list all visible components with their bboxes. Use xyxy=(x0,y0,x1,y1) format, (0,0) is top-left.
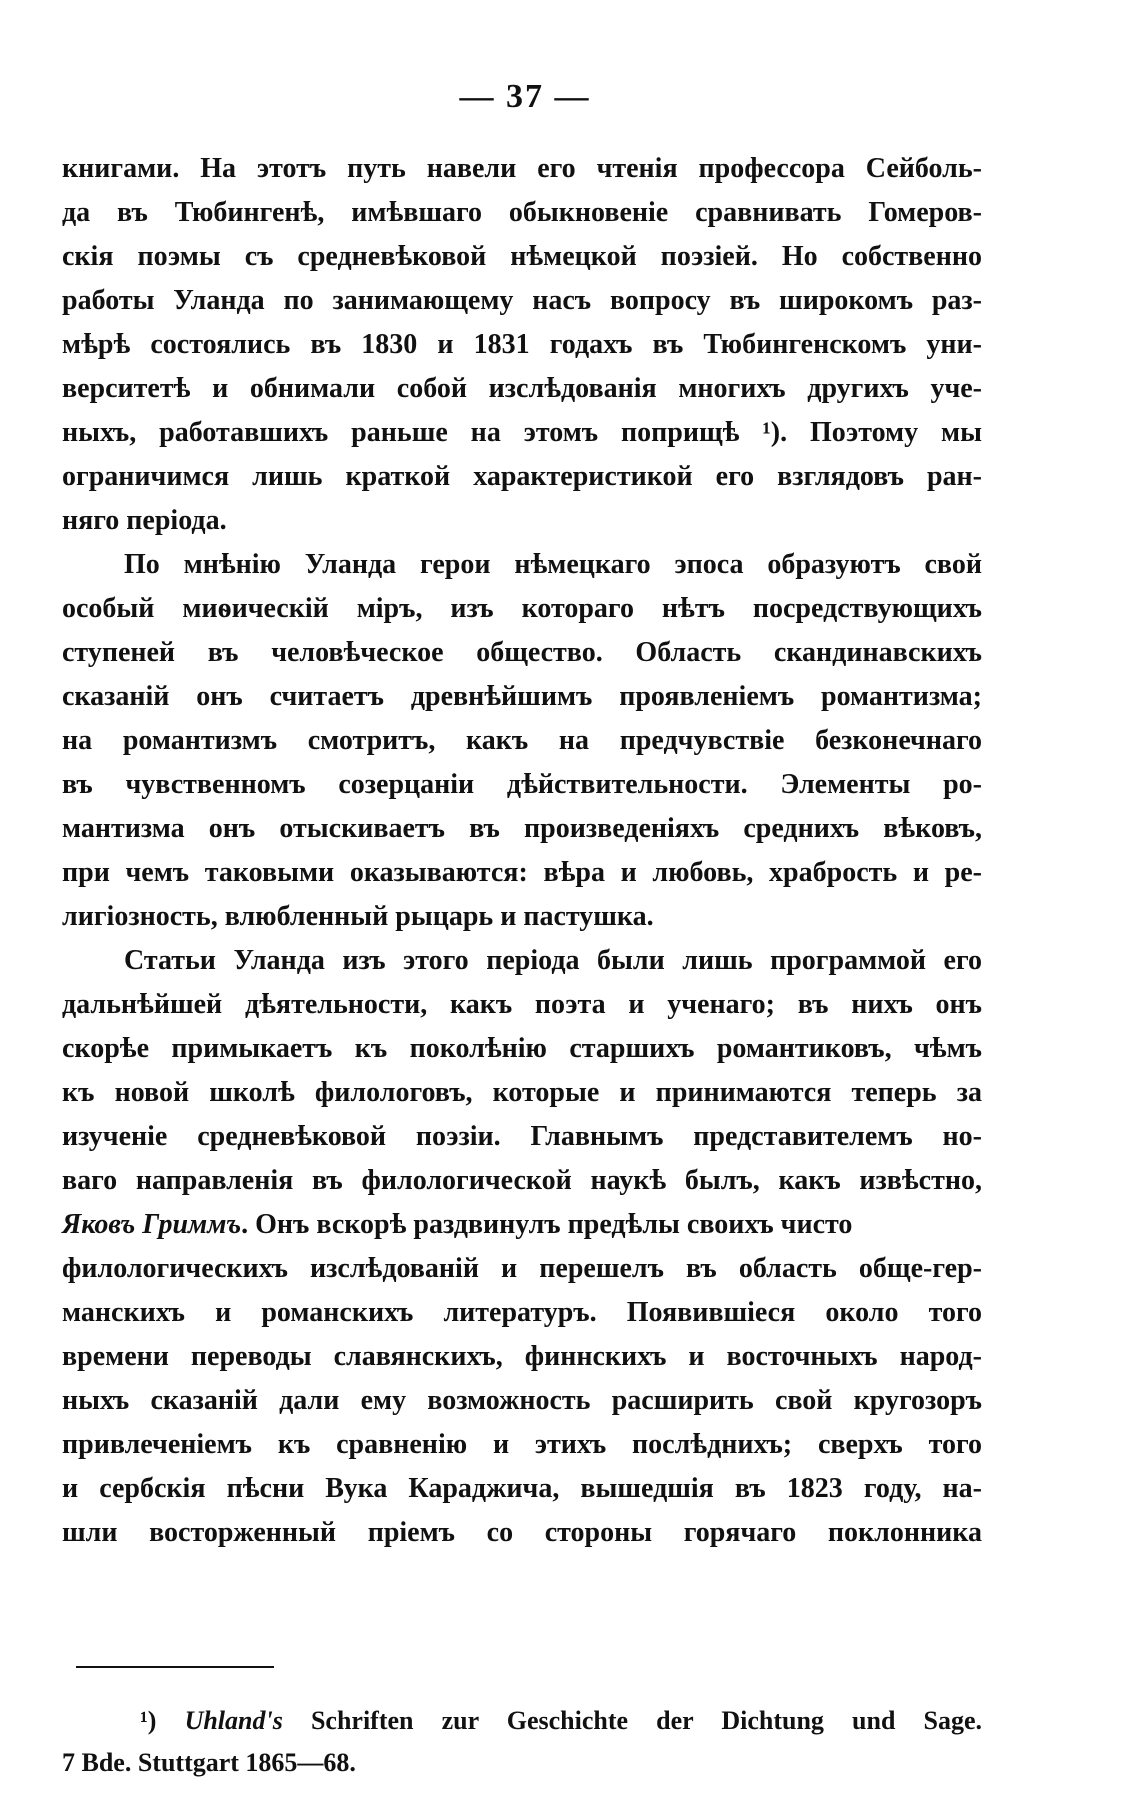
text-line: манскихъ и романскихъ литературъ. Появившіеся около того xyxy=(62,1297,982,1328)
text-line: изученіе средневѣковой поэзіи. Главнымъ представителемъ но- xyxy=(62,1121,982,1152)
footnotes xyxy=(62,1700,982,1784)
text-line: книгами. На этотъ путь навели его чтенія профессора Сейболь- xyxy=(62,153,982,184)
text-line: шли восторженный пріемъ со стороны горячаго поклонника xyxy=(62,1517,982,1548)
text-line: особый миѳическій міръ, изъ котораго нѣтъ посредствующихъ xyxy=(62,593,982,624)
text-line: ныхъ, работавшихъ раньше на этомъ поприщѣ ¹). Поэтому мы xyxy=(62,417,982,448)
text-line: Статьи Уланда изъ этого періода были лишь программой его xyxy=(124,945,982,976)
text-line: времени переводы славянскихъ, финнскихъ и восточныхъ народ- xyxy=(62,1341,982,1372)
footnote-line xyxy=(62,1700,982,1742)
text-line-rest: . Онъ вскорѣ раздвинулъ предѣлы своихъ чисто xyxy=(241,1209,853,1240)
text-line: верситетѣ и обнимали собой изслѣдованія многихъ другихъ уче- xyxy=(62,373,982,404)
page-number: — 37 — xyxy=(459,78,591,115)
text-line: привлеченіемъ къ сравненію и этихъ послѣднихъ; сверхъ того xyxy=(62,1429,982,1460)
text-line: сказаній онъ считаетъ древнѣйшимъ проявленіемъ романтизма; xyxy=(62,681,982,712)
text-line: дальнѣйшей дѣятельности, какъ поэта и ученаго; въ нихъ онъ xyxy=(62,989,982,1020)
text-line: ныхъ сказаній дали ему возможность расширить свой кругозоръ xyxy=(62,1385,982,1416)
text-line: скорѣе примыкаетъ къ поколѣнію старшихъ романтиковъ, чѣмъ xyxy=(62,1033,982,1064)
text-line: къ новой школѣ филологовъ, которые и принимаются теперь за xyxy=(62,1077,982,1108)
text-line: ступеней въ человѣческое общество. Область скандинавскихъ xyxy=(62,637,982,668)
text-line: ограничимся лишь краткой характеристикой его взглядовъ ран- xyxy=(62,461,982,492)
footnote-line: 7 Bde. Stuttgart 1865—68. xyxy=(62,1748,356,1777)
text-line: мѣрѣ состоялись въ 1830 и 1831 годахъ въ Тюбингенскомъ уни- xyxy=(62,329,982,360)
text-line: скія поэмы съ средневѣковой нѣмецкой поэзіей. Но собственно xyxy=(62,241,982,272)
text-line: и сербскія пѣсни Вука Караджича, вышедшія въ 1823 году, на- xyxy=(62,1473,982,1504)
footnote-author: Uhland's xyxy=(184,1706,283,1735)
text-line: работы Уланда по занимающему насъ вопросу въ широкомъ раз- xyxy=(62,285,982,316)
text-line: лигіозность, влюбленный рыцарь и пастушка. xyxy=(62,901,654,932)
italic-name: Яковъ Гриммъ xyxy=(62,1209,242,1240)
text-line: при чемъ таковыми оказываются: вѣра и любовь, храбрость и ре- xyxy=(62,857,982,888)
body-text xyxy=(62,147,982,1555)
text-line: на романтизмъ смотритъ, какъ на предчувствіе безконечнаго xyxy=(62,725,982,756)
text-line-with-name xyxy=(62,1203,982,1247)
text-line: мантизма онъ отыскиваетъ въ произведеніяхъ среднихъ вѣковъ, xyxy=(62,813,982,844)
footnote-marker: ¹) xyxy=(140,1706,157,1735)
footnote-divider xyxy=(76,1666,274,1668)
text-line: да въ Тюбингенѣ, имѣвшаго обыкновеніе сравнивать Гомеров- xyxy=(62,197,982,228)
footnote-title: Schriften zur Geschichte der Dichtung und Sage. xyxy=(310,1706,983,1735)
text-line: ваго направленія въ филологической наукѣ былъ, какъ извѣстно, xyxy=(62,1165,982,1196)
text-line: филологическихъ изслѣдованій и перешелъ въ область обще-гер- xyxy=(62,1253,982,1284)
text-line: въ чувственномъ созерцаніи дѣйствительности. Элементы ро- xyxy=(62,769,982,800)
text-line: По мнѣнію Уланда герои нѣмецкаго эпоса образуютъ свой xyxy=(124,549,982,580)
text-line: няго періода. xyxy=(62,505,227,536)
